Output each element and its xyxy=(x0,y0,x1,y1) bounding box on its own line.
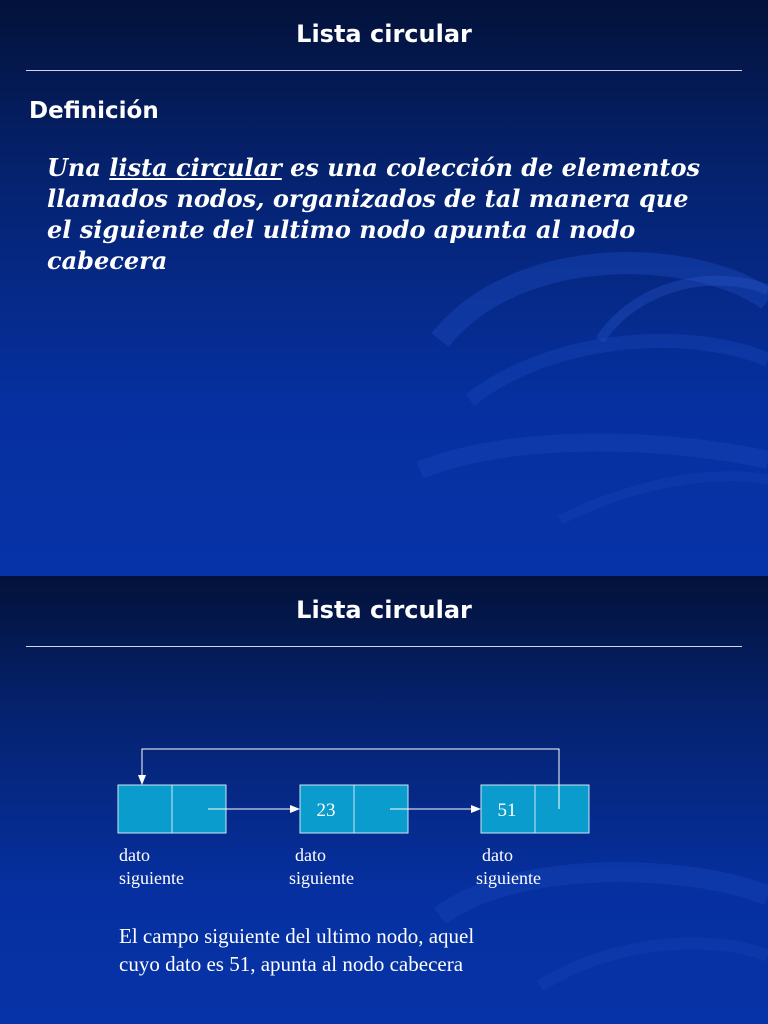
title-divider xyxy=(26,70,742,71)
label-dato: dato xyxy=(119,845,150,865)
node-value: 23 xyxy=(316,800,336,821)
slide-diagram xyxy=(0,576,768,1024)
node-value: 51 xyxy=(497,800,517,821)
section-heading: Definición xyxy=(29,98,159,124)
diagram-caption xyxy=(119,922,639,978)
definition-text-rest: es una colección de elementos llamados nodos, organizados de tal manera que el siguiente del ultimo nodo apunta al nodo cabecera xyxy=(47,153,701,275)
slide-title: Lista circular xyxy=(296,596,472,624)
node-label xyxy=(289,844,354,890)
label-dato: dato xyxy=(295,845,326,865)
caption-line: cuyo dato es 51, apunta al nodo cabecera xyxy=(119,952,464,976)
label-siguiente: siguiente xyxy=(476,868,541,888)
label-siguiente: siguiente xyxy=(289,868,354,888)
node-label xyxy=(119,844,184,890)
label-dato: dato xyxy=(482,845,513,865)
caption-line: El campo siguiente del ultimo nodo, aquel xyxy=(119,924,475,948)
node-51 xyxy=(481,785,589,833)
node-label xyxy=(476,844,541,890)
slide-title: Lista circular xyxy=(296,20,472,48)
label-siguiente: siguiente xyxy=(119,868,184,888)
definition-term: lista circular xyxy=(109,153,282,182)
definition-paragraph xyxy=(47,152,707,276)
definition-text-start: Una xyxy=(47,153,110,182)
